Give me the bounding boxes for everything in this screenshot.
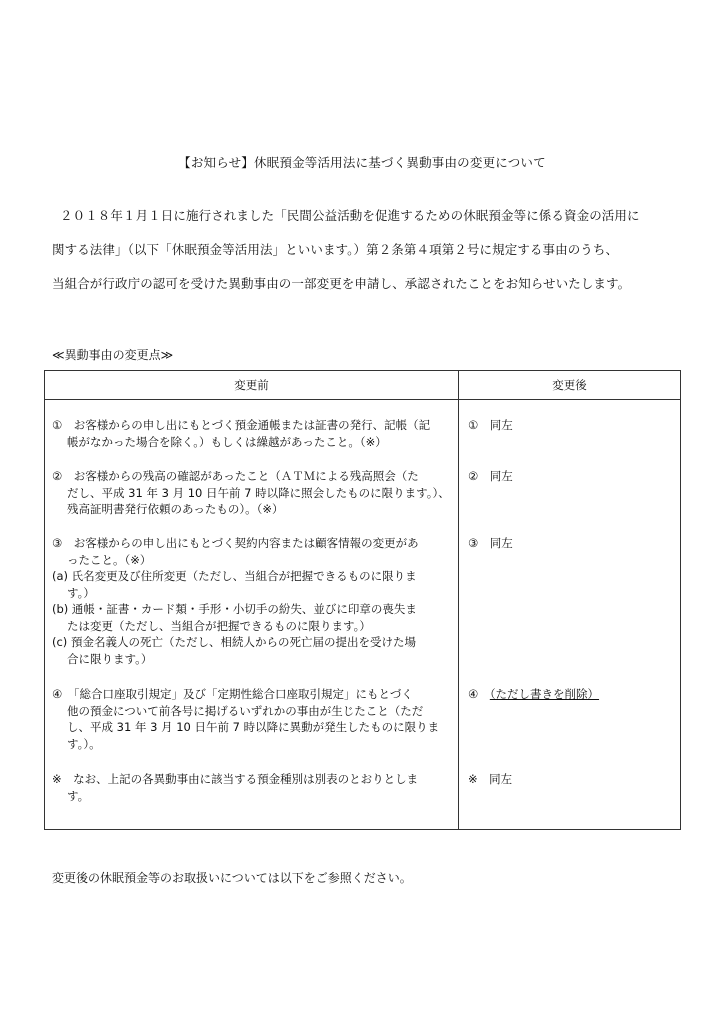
before-item-4-line: す。）。 [67,736,101,751]
after-item-2: ② 同左 [468,469,513,483]
before-item-2-line: だし、平成 31 年 3 月 10 日午前 7 時以降に照会したものに限ります。）、 [67,485,450,500]
intro-line-3: 当組合が行政庁の認可を受けた異動事由の一部変更を申請し、承認されたことをお知らせいたします。 [52,276,631,291]
before-item-3-sub-a-cont: す。） [67,585,95,600]
before-cell [45,400,459,830]
before-item-1 [52,417,451,450]
before-item-3-sub-c-cont: 合に限ります。） [67,651,153,666]
after-item-1: ① 同左 [468,418,513,432]
intro-line-1: ２０１８年１月１日に施行されました「民間公益活動を促進するための休眠預金等に係る資金の活用に [60,208,640,223]
before-item-2-line: 残高証明書発行依頼のあったもの）。（※） [67,502,284,516]
intro-line-2: 関する法律」（以下「休眠預金等活用法」といいます。）第２条第４項第２号に規定する事由のうち、 [52,242,619,257]
before-item-3-line: ③ お客様からの申し出にもとづく契約内容または顧客情報の変更があ [52,536,419,550]
after-item-4-text: （ただし書きを削除） [489,687,600,701]
after-cell [459,400,681,830]
before-item-4 [52,686,451,752]
header-after: 変更後 [459,371,681,400]
before-item-2 [52,468,451,518]
after-item-4-marker: ④ [468,687,490,701]
before-item-4-line: ④ 「総合口座取引規定」及び「定期性総合口座取引規定」にもとづく [52,687,413,701]
section-title: ≪異動事由の変更点≫ [52,348,174,362]
before-note-line: ※ なお、上記の各異動事由に該当する預金種別は別表のとおりとしま [52,772,419,786]
before-item-4-line: 他の預金について前各号に掲げるいずれかの事由が生じたこと（ただ [67,703,424,718]
before-item-3-sub-a: (a) 氏名変更及び住所変更（ただし、当組合が把握できるものに限りま [52,569,417,583]
before-item-3-sub-b-cont: たは変更（ただし、当組合が把握できるものに限ります。） [67,618,371,633]
table-header-row [45,371,681,400]
before-item-1-line: ① お客様からの申し出にもとづく預金通帳または証書の発行、記帳（記 [52,418,431,432]
before-note [52,771,451,804]
footer-text: 変更後の休眠預金等のお取扱いについては以下をご参照ください。 [52,871,412,885]
changes-table [44,370,681,830]
before-item-3 [52,535,451,667]
page-title: 【お知らせ】休眠預金等活用法に基づく異動事由の変更について [178,155,546,170]
after-item-3: ③ 同左 [468,536,513,550]
table-body-row [45,400,681,830]
before-item-1-line: 帳がなかった場合を除く。）もしくは繰越があったこと。（※） [67,434,387,449]
before-note-line: す。 [67,788,90,803]
before-item-3-sub-b: (b) 通帳・証書・カード類・手形・小切手の紛失、並びに印章の喪失ま [52,602,417,616]
header-before: 変更前 [45,371,459,400]
after-item-4 [468,686,599,702]
before-item-2-line: ② お客様からの残高の確認があったこと（ＡＴＭによる残高照会（た [52,469,419,483]
before-item-3-sub-c: (c) 預金名義人の死亡（ただし、相続人からの死亡届の提出を受けた場 [52,635,416,649]
before-item-4-line: し、平成 31 年 3 月 10 日午前 7 時以降に異動が発生したものに限りま [67,720,440,734]
before-item-3-line: ったこと。（※） [67,552,152,567]
after-note: ※ 同左 [468,772,513,786]
